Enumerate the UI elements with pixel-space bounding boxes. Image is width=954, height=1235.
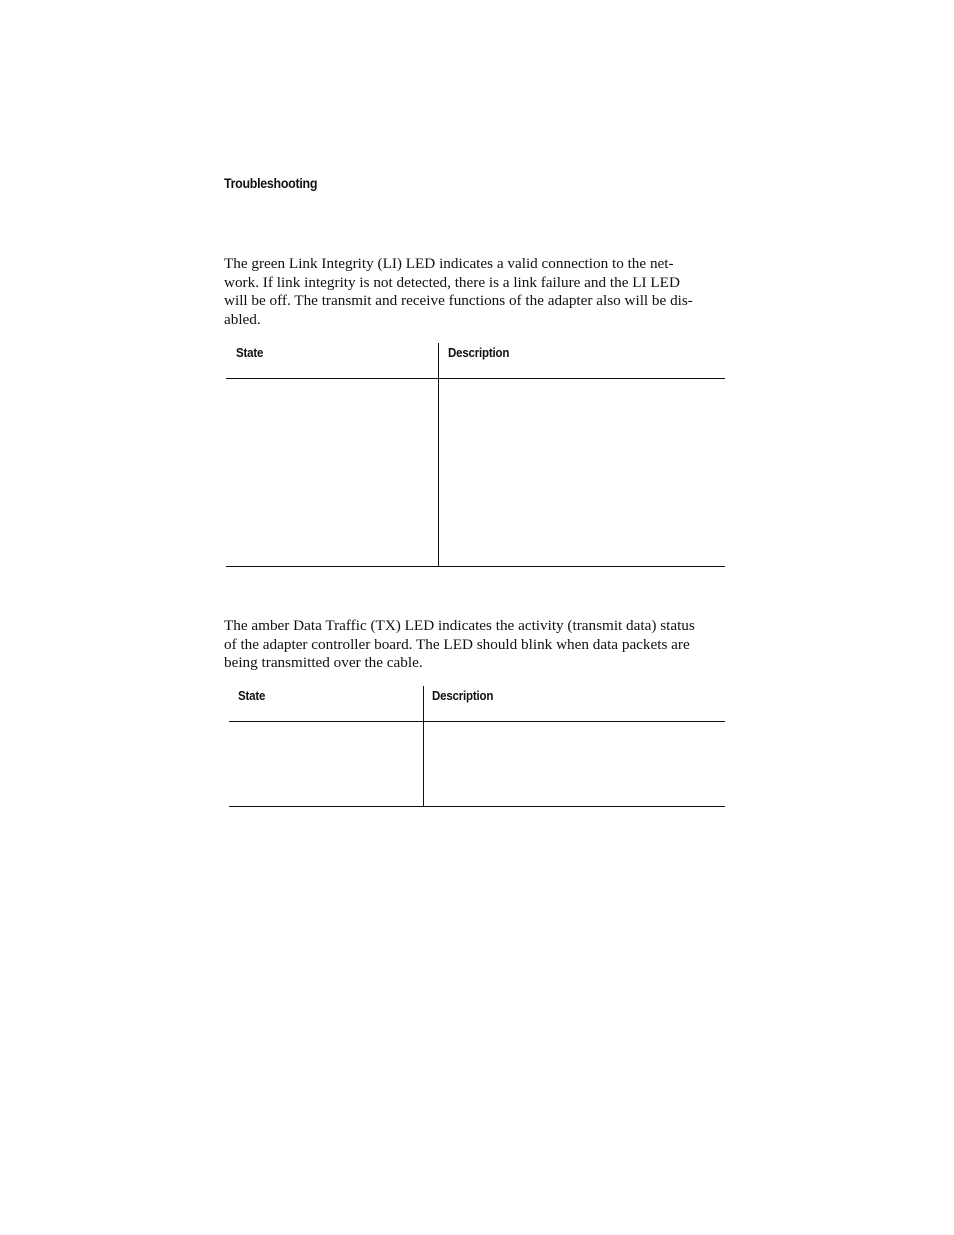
table-header-description: Description — [448, 346, 510, 360]
page-header: Troubleshooting — [224, 176, 318, 191]
paragraph-line: The green Link Integrity (LI) LED indicates a valid connection to the net- — [224, 255, 674, 272]
paragraph-line: being transmitted over the cable. — [224, 654, 423, 672]
table-header-rule — [226, 378, 725, 379]
tx-led-paragraph — [224, 617, 734, 673]
table-header-state: State — [236, 346, 264, 360]
table-header-state: State — [238, 689, 266, 703]
tx-led-table — [229, 686, 725, 807]
table-column-divider — [438, 343, 439, 566]
paragraph-line: The amber Data Traffic (TX) LED indicates the activity (transmit data) status — [224, 617, 695, 634]
table-header-description: Description — [432, 689, 494, 703]
paragraph-line: work. If link integrity is not detected, there is a link failure and the LI LED — [224, 273, 680, 291]
paragraph-line: will be off. The transmit and receive functions of the adapter also will be dis- — [224, 292, 693, 310]
paragraph-line: abled. — [224, 310, 261, 328]
table-header-rule — [229, 721, 725, 722]
li-led-paragraph — [224, 255, 734, 329]
table-column-divider — [423, 686, 424, 806]
paragraph-line: of the adapter controller board. The LED should blink when data packets are — [224, 635, 690, 653]
li-led-table — [226, 343, 725, 567]
